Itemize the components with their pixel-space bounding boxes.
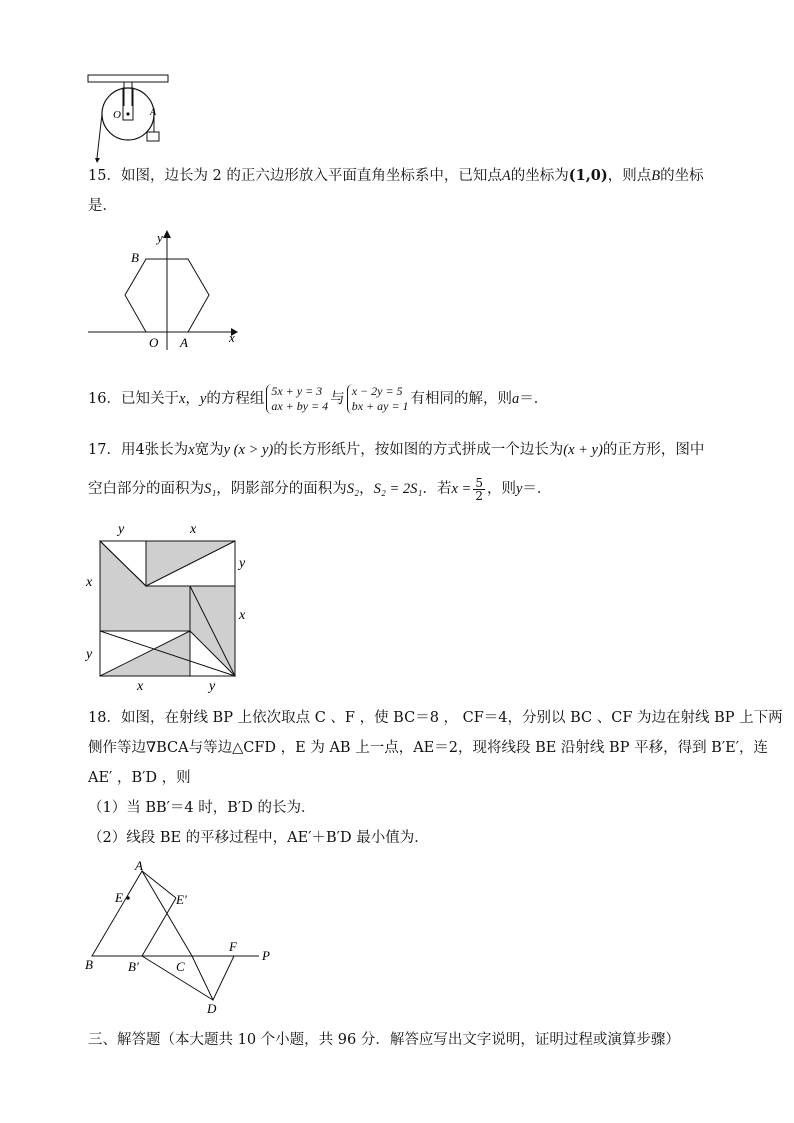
hex-label-a: A: [180, 335, 188, 350]
square-figure: [82, 518, 257, 693]
pulley-label-a: A: [150, 107, 157, 118]
sq-label-bottom-y: y: [209, 679, 216, 693]
tri-label-e: E: [115, 890, 123, 905]
tri-label-d: D: [207, 1001, 217, 1016]
pulley-label-o: O: [113, 109, 121, 121]
section3-heading: 三、解答题（本大题共 10 个小题，共 96 分．解答应写出文字说明，证明过程或演算步骤）: [88, 1032, 680, 1048]
triangle-figure: [80, 858, 290, 1018]
sq-label-top-x: x: [190, 522, 197, 537]
sq-label-right-y: y: [239, 556, 246, 571]
tri-label-p: P: [262, 948, 270, 963]
q16-system-1: 5x + y = 3 ax + by = 4: [266, 384, 328, 414]
q18-line1: 18．如图，在射线 BP 上依次取点 C 、F ，使 BC＝8 ， CF＝4，分别以 BC 、CF 为边在射线 BP 上下两: [88, 710, 783, 726]
tri-label-b-prime: B′: [128, 959, 139, 974]
hex-label-o: O: [149, 335, 159, 350]
q18-part2: （2）线段 BE 的平移过程中，AE′＋B′D 最小值为．: [88, 830, 429, 846]
hex-label-b: B: [131, 250, 139, 265]
sq-label-right-x: x: [239, 608, 246, 623]
q16-line: 16．已知关于x，y的方程组 5x + y = 3 ax + by = 4 与 x − 2y = 5 bx + ay = 1 有相同的解，则a＝．: [88, 384, 549, 413]
sq-label-bottom-x: x: [137, 679, 144, 693]
q17-fraction: $\frac{5}{2}$: [475, 475, 483, 503]
sq-label-top-y: y: [118, 522, 125, 537]
q18-number: 18．: [88, 710, 121, 726]
pulley-figure: [80, 70, 180, 165]
q16-number: 16．: [88, 391, 121, 407]
q15-line2: 是．: [88, 198, 117, 214]
q15-line1: 15．如图，边长为 2 的正六边形放入平面直角坐标系中，已知点A的坐标为(1,0)，则点B的坐标: [88, 167, 704, 184]
hex-label-y: y: [157, 230, 163, 245]
q18-line2: 侧作等边∇BCA与等边△CFD ，E 为 AB 上一点，AE＝2，现将线段 BE 沿射线 BP 平移，得到 B′E′，连: [88, 740, 768, 756]
q15-number: 15．: [88, 168, 121, 184]
hexagon-figure: [85, 228, 245, 353]
tri-label-a: A: [135, 858, 143, 873]
q17-line2: 空白部分的面积为S₁，阴影部分的面积为S₂，S₂ = 2S₁．若x = $\frac{5}{2}$ ，则y＝．: [88, 475, 552, 503]
tri-label-f: F: [229, 939, 237, 954]
q16-system-2: x − 2y = 5 bx + ay = 1: [347, 384, 409, 414]
sq-label-left-x: x: [86, 575, 93, 590]
tri-label-e-prime: E′: [176, 892, 187, 907]
q15-coord: (1,0): [568, 167, 608, 184]
hex-label-x: x: [229, 330, 235, 345]
q18-part1: （1）当 BB′＝4 时，B′D 的长为．: [88, 800, 316, 816]
q18-line3: AE′ ，B′D ，则: [88, 770, 191, 786]
sq-label-left-y: y: [86, 647, 93, 662]
q17-number: 17．: [88, 442, 121, 458]
tri-label-b: B: [85, 957, 93, 972]
tri-label-c: C: [176, 959, 185, 974]
q17-line1: 17．用4张长为x宽为y (x > y)的长方形纸片，按如图的方式拼成一个边长为(x + y)的正方形，图中: [88, 442, 705, 458]
